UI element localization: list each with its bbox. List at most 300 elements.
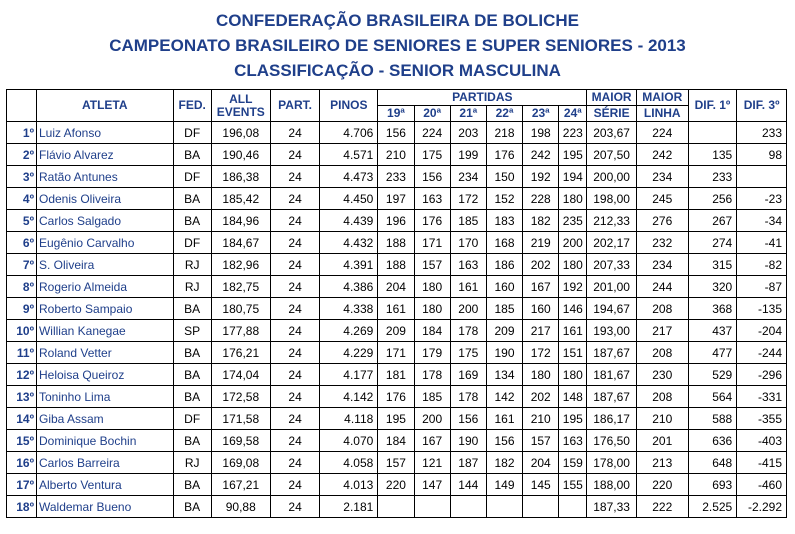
game-21-cell: 200	[450, 298, 486, 320]
dif-first-cell: 564	[688, 386, 737, 408]
best-series-cell: 178,00	[587, 452, 637, 474]
participations-cell: 24	[270, 232, 320, 254]
game-20-cell: 224	[414, 122, 450, 144]
game-21-cell: 199	[450, 144, 486, 166]
game-23-cell: 202	[523, 386, 559, 408]
best-line-cell: 208	[636, 342, 688, 364]
federation-cell: DF	[173, 166, 211, 188]
best-line-cell: 234	[636, 254, 688, 276]
game-21-header: 21ª	[450, 106, 486, 122]
game-21-cell: 203	[450, 122, 486, 144]
game-22-cell: 161	[486, 408, 522, 430]
dif-first-cell: 648	[688, 452, 737, 474]
game-22-header: 22ª	[486, 106, 522, 122]
game-22-cell: 209	[486, 320, 522, 342]
game-19-cell: 195	[378, 408, 414, 430]
dif-third-cell	[737, 166, 787, 188]
game-19-cell: 209	[378, 320, 414, 342]
athlete-name-cell: Carlos Barreira	[36, 452, 173, 474]
participations-cell: 24	[270, 254, 320, 276]
participations-cell: 24	[270, 298, 320, 320]
position-cell: 14º	[7, 408, 37, 430]
game-23-cell: 202	[523, 254, 559, 276]
dif-third-cell: -34	[737, 210, 787, 232]
position-cell: 13º	[7, 386, 37, 408]
participations-cell: 24	[270, 430, 320, 452]
participations-cell: 24	[270, 342, 320, 364]
game-24-cell: 195	[559, 144, 587, 166]
game-20-cell: 179	[414, 342, 450, 364]
game-21-cell: 172	[450, 188, 486, 210]
game-22-cell: 149	[486, 474, 522, 496]
dif-third-cell: 233	[737, 122, 787, 144]
game-21-cell: 178	[450, 320, 486, 342]
best-line-header: MAIOR	[636, 90, 688, 106]
game-22-cell: 185	[486, 298, 522, 320]
game-24-cell: 235	[559, 210, 587, 232]
best-line-cell: 244	[636, 276, 688, 298]
position-cell: 1º	[7, 122, 37, 144]
game-20-cell: 176	[414, 210, 450, 232]
game-24-cell: 159	[559, 452, 587, 474]
document-header	[0, 0, 795, 83]
game-20-cell: 171	[414, 232, 450, 254]
game-19-header: 19ª	[378, 106, 414, 122]
standings-body	[7, 122, 787, 518]
pins-cell: 4.058	[320, 452, 378, 474]
dif-first-cell: 368	[688, 298, 737, 320]
game-24-cell: 200	[559, 232, 587, 254]
dif-third-cell: -296	[737, 364, 787, 386]
game-19-cell: 171	[378, 342, 414, 364]
game-24-cell: 151	[559, 342, 587, 364]
athlete-name-cell: Willian Kanegae	[36, 320, 173, 342]
table-row	[7, 188, 787, 210]
dif-third-cell: -2.292	[737, 496, 787, 518]
table-row	[7, 430, 787, 452]
game-23-cell: 217	[523, 320, 559, 342]
position-cell: 18º	[7, 496, 37, 518]
participations-cell: 24	[270, 320, 320, 342]
athlete-name-cell: Flávio Alvarez	[36, 144, 173, 166]
best-series-cell: 193,00	[587, 320, 637, 342]
participations-cell: 24	[270, 496, 320, 518]
best-series-cell: 200,00	[587, 166, 637, 188]
game-23-cell: 167	[523, 276, 559, 298]
table-row	[7, 276, 787, 298]
best-line-cell: 224	[636, 122, 688, 144]
game-20-cell: 180	[414, 276, 450, 298]
federation-header: FED.	[173, 90, 211, 122]
dif-third-cell: -204	[737, 320, 787, 342]
participations-cell: 24	[270, 474, 320, 496]
best-line-cell: 201	[636, 430, 688, 452]
game-21-cell: 161	[450, 276, 486, 298]
participations-cell: 24	[270, 210, 320, 232]
table-row	[7, 452, 787, 474]
game-23-cell	[523, 496, 559, 518]
all-events-cell: 190,46	[211, 144, 270, 166]
position-cell: 17º	[7, 474, 37, 496]
best-line-cell: 232	[636, 232, 688, 254]
game-19-cell: 197	[378, 188, 414, 210]
game-22-cell: 168	[486, 232, 522, 254]
game-22-cell: 150	[486, 166, 522, 188]
game-20-cell	[414, 496, 450, 518]
athlete-name-cell: Carlos Salgado	[36, 210, 173, 232]
game-24-cell	[559, 496, 587, 518]
game-21-cell: 234	[450, 166, 486, 188]
table-row	[7, 320, 787, 342]
best-series-cell: 212,33	[587, 210, 637, 232]
game-23-cell: 228	[523, 188, 559, 210]
game-24-cell: 180	[559, 254, 587, 276]
position-cell: 16º	[7, 452, 37, 474]
pins-cell: 4.013	[320, 474, 378, 496]
game-20-cell: 157	[414, 254, 450, 276]
game-24-cell: 194	[559, 166, 587, 188]
best-series-cell: 187,67	[587, 342, 637, 364]
all-events-cell: 180,75	[211, 298, 270, 320]
athlete-header: ATLETA	[36, 90, 173, 122]
table-row	[7, 166, 787, 188]
game-19-cell: 220	[378, 474, 414, 496]
best-series-cell: 194,67	[587, 298, 637, 320]
all-events-cell: 196,08	[211, 122, 270, 144]
dif-third-cell: 98	[737, 144, 787, 166]
table-row	[7, 408, 787, 430]
best-series-cell: 188,00	[587, 474, 637, 496]
best-line-subheader: LINHA	[636, 106, 688, 122]
pins-cell: 4.229	[320, 342, 378, 364]
best-line-cell: 220	[636, 474, 688, 496]
all-events-header: ALL EVENTS	[211, 90, 270, 122]
table-row	[7, 298, 787, 320]
dif-third-cell: -460	[737, 474, 787, 496]
dif-first-cell: 588	[688, 408, 737, 430]
table-row	[7, 232, 787, 254]
game-23-cell: 180	[523, 364, 559, 386]
federation-cell: RJ	[173, 452, 211, 474]
federation-cell: BA	[173, 386, 211, 408]
dif-first-cell: 2.525	[688, 496, 737, 518]
game-23-cell: 145	[523, 474, 559, 496]
all-events-cell: 182,75	[211, 276, 270, 298]
game-19-cell: 176	[378, 386, 414, 408]
game-24-cell: 223	[559, 122, 587, 144]
game-23-cell: 172	[523, 342, 559, 364]
all-events-cell: 184,67	[211, 232, 270, 254]
participations-cell: 24	[270, 144, 320, 166]
best-series-cell: 187,33	[587, 496, 637, 518]
dif-third-header: DIF. 3º	[737, 90, 787, 122]
pins-cell: 2.181	[320, 496, 378, 518]
game-20-cell: 167	[414, 430, 450, 452]
game-20-cell: 185	[414, 386, 450, 408]
all-events-cell: 172,58	[211, 386, 270, 408]
dif-first-cell: 320	[688, 276, 737, 298]
athlete-name-cell: S. Oliveira	[36, 254, 173, 276]
dif-first-cell: 267	[688, 210, 737, 232]
pins-cell: 4.450	[320, 188, 378, 210]
table-row	[7, 364, 787, 386]
dif-third-cell: -82	[737, 254, 787, 276]
all-events-cell: 176,21	[211, 342, 270, 364]
game-20-cell: 180	[414, 298, 450, 320]
game-23-cell: 182	[523, 210, 559, 232]
pins-cell: 4.571	[320, 144, 378, 166]
pins-cell: 4.142	[320, 386, 378, 408]
game-19-cell: 188	[378, 254, 414, 276]
game-19-cell: 204	[378, 276, 414, 298]
all-events-cell: 186,38	[211, 166, 270, 188]
game-19-cell: 233	[378, 166, 414, 188]
best-line-cell: 210	[636, 408, 688, 430]
game-19-cell: 157	[378, 452, 414, 474]
federation-title: CONFEDERAÇÃO BRASILEIRA DE BOLICHE	[216, 11, 579, 30]
position-cell: 2º	[7, 144, 37, 166]
dif-first-cell: 256	[688, 188, 737, 210]
federation-cell: BA	[173, 474, 211, 496]
athlete-name-cell: Toninho Lima	[36, 386, 173, 408]
all-events-cell: 169,08	[211, 452, 270, 474]
game-23-cell: 198	[523, 122, 559, 144]
game-22-cell	[486, 496, 522, 518]
position-cell: 3º	[7, 166, 37, 188]
best-line-cell: 208	[636, 386, 688, 408]
best-line-cell: 276	[636, 210, 688, 232]
federation-cell: RJ	[173, 254, 211, 276]
game-20-cell: 121	[414, 452, 450, 474]
game-24-cell: 180	[559, 188, 587, 210]
pins-cell: 4.269	[320, 320, 378, 342]
federation-cell: BA	[173, 430, 211, 452]
game-23-cell: 157	[523, 430, 559, 452]
game-22-cell: 176	[486, 144, 522, 166]
all-events-cell: 171,58	[211, 408, 270, 430]
all-events-cell: 182,96	[211, 254, 270, 276]
game-24-cell: 195	[559, 408, 587, 430]
game-22-cell: 186	[486, 254, 522, 276]
table-row	[7, 474, 787, 496]
best-series-cell: 181,67	[587, 364, 637, 386]
position-cell: 6º	[7, 232, 37, 254]
position-cell: 10º	[7, 320, 37, 342]
game-24-cell: 148	[559, 386, 587, 408]
dif-third-cell: -355	[737, 408, 787, 430]
position-cell: 15º	[7, 430, 37, 452]
game-20-cell: 147	[414, 474, 450, 496]
table-row	[7, 254, 787, 276]
athlete-name-cell: Ratão Antunes	[36, 166, 173, 188]
pins-cell: 4.118	[320, 408, 378, 430]
athlete-name-cell: Giba Assam	[36, 408, 173, 430]
game-21-cell: 163	[450, 254, 486, 276]
dif-third-cell: -87	[737, 276, 787, 298]
federation-cell: BA	[173, 364, 211, 386]
header-row-1	[7, 90, 787, 106]
dif-third-cell: -244	[737, 342, 787, 364]
pins-cell: 4.386	[320, 276, 378, 298]
game-22-cell: 160	[486, 276, 522, 298]
game-19-cell: 156	[378, 122, 414, 144]
best-line-cell: 213	[636, 452, 688, 474]
pins-cell: 4.706	[320, 122, 378, 144]
game-21-cell: 178	[450, 386, 486, 408]
pins-cell: 4.338	[320, 298, 378, 320]
game-22-cell: 183	[486, 210, 522, 232]
federation-cell: BA	[173, 188, 211, 210]
best-line-cell: 222	[636, 496, 688, 518]
game-24-cell: 163	[559, 430, 587, 452]
best-series-cell: 187,67	[587, 386, 637, 408]
position-cell: 11º	[7, 342, 37, 364]
table-row	[7, 210, 787, 232]
best-line-cell: 234	[636, 166, 688, 188]
game-24-cell: 161	[559, 320, 587, 342]
position-cell: 4º	[7, 188, 37, 210]
athlete-name-cell: Roberto Sampaio	[36, 298, 173, 320]
game-22-cell: 134	[486, 364, 522, 386]
game-21-cell: 175	[450, 342, 486, 364]
participations-cell: 24	[270, 452, 320, 474]
table-row	[7, 386, 787, 408]
athlete-name-cell: Roland Vetter	[36, 342, 173, 364]
game-24-cell: 155	[559, 474, 587, 496]
dif-first-cell: 274	[688, 232, 737, 254]
position-cell: 8º	[7, 276, 37, 298]
all-events-cell: 177,88	[211, 320, 270, 342]
best-line-cell: 208	[636, 298, 688, 320]
game-23-cell: 242	[523, 144, 559, 166]
best-series-cell: 201,00	[587, 276, 637, 298]
game-20-cell: 163	[414, 188, 450, 210]
game-23-cell: 192	[523, 166, 559, 188]
participations-cell: 24	[270, 276, 320, 298]
best-series-cell: 198,00	[587, 188, 637, 210]
all-events-cell: 174,04	[211, 364, 270, 386]
dif-first-cell: 636	[688, 430, 737, 452]
dif-first-cell: 315	[688, 254, 737, 276]
federation-cell: BA	[173, 144, 211, 166]
game-19-cell	[378, 496, 414, 518]
best-line-cell: 230	[636, 364, 688, 386]
best-series-cell: 207,33	[587, 254, 637, 276]
game-21-cell: 187	[450, 452, 486, 474]
dif-third-cell: -403	[737, 430, 787, 452]
athlete-name-cell: Eugênio Carvalho	[36, 232, 173, 254]
best-line-cell: 217	[636, 320, 688, 342]
federation-cell: RJ	[173, 276, 211, 298]
position-cell: 12º	[7, 364, 37, 386]
game-22-cell: 182	[486, 452, 522, 474]
best-series-cell: 186,17	[587, 408, 637, 430]
table-row	[7, 144, 787, 166]
all-events-cell: 90,88	[211, 496, 270, 518]
game-24-cell: 146	[559, 298, 587, 320]
pins-cell: 4.177	[320, 364, 378, 386]
dif-first-cell: 135	[688, 144, 737, 166]
game-20-cell: 178	[414, 364, 450, 386]
position-cell: 5º	[7, 210, 37, 232]
pos-header	[7, 90, 37, 122]
participations-cell: 24	[270, 408, 320, 430]
pins-cell: 4.391	[320, 254, 378, 276]
game-19-cell: 184	[378, 430, 414, 452]
athlete-name-cell: Odenis Oliveira	[36, 188, 173, 210]
dif-first-header: DIF. 1º	[688, 90, 737, 122]
classification-title: CLASSIFICAÇÃO - SENIOR MASCULINA	[234, 61, 561, 80]
pins-cell: 4.473	[320, 166, 378, 188]
game-21-cell: 185	[450, 210, 486, 232]
pins-cell: 4.070	[320, 430, 378, 452]
game-22-cell: 152	[486, 188, 522, 210]
table-row	[7, 122, 787, 144]
dif-first-cell: 437	[688, 320, 737, 342]
athlete-name-cell: Rogerio Almeida	[36, 276, 173, 298]
table-row	[7, 496, 787, 518]
dif-third-cell: -415	[737, 452, 787, 474]
game-21-cell: 169	[450, 364, 486, 386]
game-22-cell: 218	[486, 122, 522, 144]
all-events-cell: 184,96	[211, 210, 270, 232]
dif-first-cell: 477	[688, 342, 737, 364]
dif-third-cell: -331	[737, 386, 787, 408]
participations-cell: 24	[270, 386, 320, 408]
athlete-name-cell: Waldemar Bueno	[36, 496, 173, 518]
game-24-header: 24ª	[559, 106, 587, 122]
game-21-cell: 144	[450, 474, 486, 496]
federation-cell: BA	[173, 342, 211, 364]
dif-third-cell: -41	[737, 232, 787, 254]
federation-cell: BA	[173, 496, 211, 518]
pins-header: PINOS	[320, 90, 378, 122]
dif-third-cell: -23	[737, 188, 787, 210]
game-23-cell: 210	[523, 408, 559, 430]
best-series-cell: 207,50	[587, 144, 637, 166]
federation-cell: SP	[173, 320, 211, 342]
game-19-cell: 210	[378, 144, 414, 166]
game-19-cell: 161	[378, 298, 414, 320]
pins-cell: 4.439	[320, 210, 378, 232]
game-21-cell: 156	[450, 408, 486, 430]
athlete-name-cell: Luiz Afonso	[36, 122, 173, 144]
athlete-name-cell: Heloisa Queiroz	[36, 364, 173, 386]
game-22-cell: 156	[486, 430, 522, 452]
athlete-name-cell: Alberto Ventura	[36, 474, 173, 496]
best-line-cell: 242	[636, 144, 688, 166]
championship-title: CAMPEONATO BRASILEIRO DE SENIORES E SUPER SENIORES - 2013	[109, 36, 686, 55]
game-19-cell: 196	[378, 210, 414, 232]
game-21-cell: 170	[450, 232, 486, 254]
game-21-cell	[450, 496, 486, 518]
federation-cell: BA	[173, 210, 211, 232]
federation-cell: BA	[173, 298, 211, 320]
dif-third-cell: -135	[737, 298, 787, 320]
standings-table	[6, 89, 787, 518]
participations-cell: 24	[270, 364, 320, 386]
game-20-cell: 200	[414, 408, 450, 430]
dif-first-cell: 529	[688, 364, 737, 386]
game-19-cell: 188	[378, 232, 414, 254]
all-events-cell: 169,58	[211, 430, 270, 452]
game-23-cell: 204	[523, 452, 559, 474]
federation-cell: DF	[173, 122, 211, 144]
all-events-cell: 185,42	[211, 188, 270, 210]
best-line-cell: 245	[636, 188, 688, 210]
game-20-cell: 175	[414, 144, 450, 166]
best-series-cell: 176,50	[587, 430, 637, 452]
